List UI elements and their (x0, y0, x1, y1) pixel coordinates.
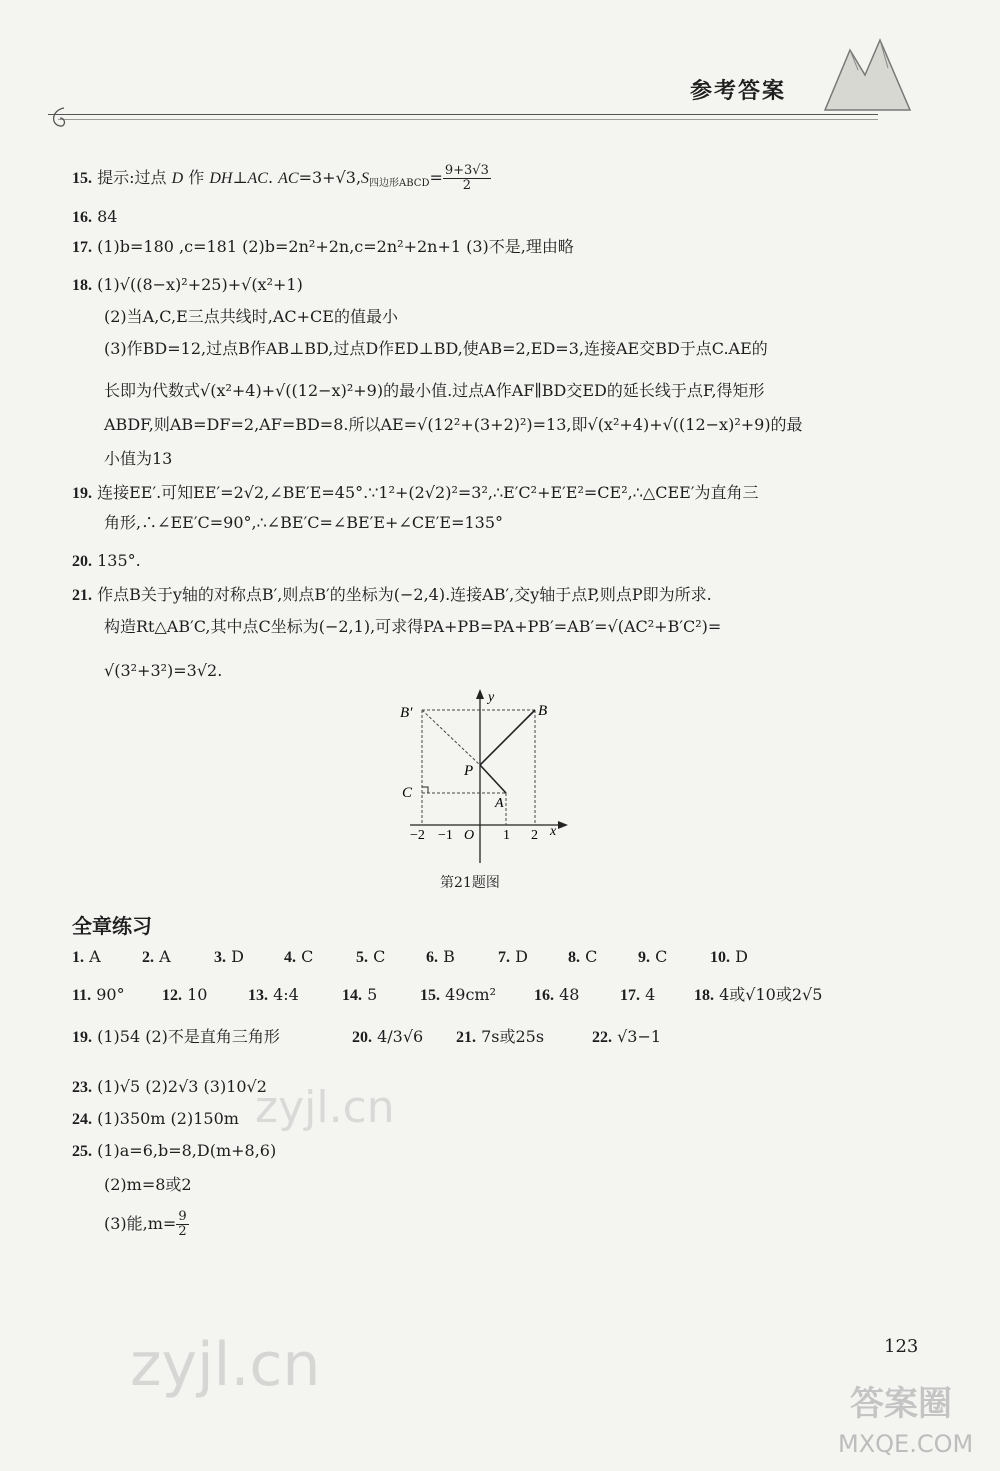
chapter-answer-23: 23. (1)√5 (2)2√3 (3)10√2 (72, 1077, 267, 1096)
watermark-zyjl-2: zyjl.cn (130, 1330, 321, 1400)
answer-20: 20. 135°. (72, 551, 141, 570)
chapter-answer-16: 16. 48 (534, 985, 580, 1004)
chapter-answer-18: 18. 4或√10或2√5 (694, 985, 823, 1004)
x-axis-arrow-icon (558, 821, 568, 829)
chapter-answer-4: 4. C (284, 947, 314, 966)
chapter-answer-5: 5. C (356, 947, 386, 966)
chapter-answer-24: 24. (1)350m (2)150m (72, 1109, 239, 1128)
answer-21-line1: 21. 作点B关于y轴的对称点B′,则点B′的坐标为(−2,4).连接AB′,交y轴于点P,则点P即为所求. (72, 585, 712, 604)
chapter-answer-21: 21. 7s或25s (456, 1027, 545, 1046)
answer-16: 16. 84 (72, 207, 118, 226)
answer-21-line3: √(3²+3²)=3√2. (104, 661, 223, 680)
label-b-prime: B′ (400, 705, 413, 721)
chapter-answer-9: 9. C (638, 947, 668, 966)
chapter-answer-19: 19. (1)54 (2)不是直角三角形 (72, 1027, 280, 1046)
answer-15: 15. 提示:过点 D 作 DH⊥AC. $AC=3+√3,S_{四边形ABCD}=$ $\frac{9+3√3}{2}$ (72, 163, 489, 193)
figure-21-diagram (390, 685, 580, 865)
chapter-answer-11: 11. 90° (72, 985, 125, 1004)
answer-18-line4: 长即为代数式√(x²+4)+√((12−x)²+9)的最小值.过点A作AF∥BD交ED的延长线于点F,得矩形 (104, 381, 765, 400)
chapter-answer-15: 15. 49cm² (420, 985, 496, 1004)
chapter-answer-10: 10. D (710, 947, 748, 966)
watermark-mxqe: MXQE.COM (838, 1430, 974, 1458)
watermark-daanquan: 答案圈 (850, 1384, 952, 1424)
label-c: C (402, 785, 413, 801)
header-rule (48, 114, 878, 115)
chapter-answer-1: 1. A (72, 947, 101, 966)
watermark-zyjl-1: zyjl.cn (255, 1082, 395, 1133)
chapter-answer-13: 13. 4:4 (248, 985, 299, 1004)
tick-label-1: 1 (503, 828, 510, 843)
answer-19-line2: 角形,∴∠EE′C=90°,∴∠BE′C=∠BE′E+∠CE′E=135° (104, 513, 504, 532)
label-x: x (550, 824, 557, 839)
answer-19-line1: 19. 连接EE′.可知EE′=2√2,∠BE′E=45°.∵1²+(2√2)²=3²,∴E′C²+E′E²=CE²,∴△CEE′为直角三 (72, 483, 759, 502)
label-b: B (538, 703, 548, 719)
section-title: 全章练习 (72, 914, 152, 938)
label-o: O (464, 828, 475, 843)
chapter-answer-22: 22. √3−1 (592, 1027, 662, 1046)
answer-21-line2: 构造Rt△AB′C,其中点C坐标为(−2,1),可求得PA+PB=PA+PB′=AB′=√(AC²+B′C²)= (104, 617, 722, 636)
chapter-answer-2: 2. A (142, 947, 171, 966)
answer-18-line1: 18. (1)√((8−x)²+25)+√(x²+1) (72, 275, 303, 294)
chapter-answer-14: 14. 5 (342, 985, 378, 1004)
label-a: A (495, 796, 504, 811)
chapter-answer-3: 3. D (214, 947, 244, 966)
tick-label-neg1: −1 (438, 828, 453, 843)
answer-18-line3: (3)作BD=12,过点B作AB⊥BD,过点D作ED⊥BD,使AB=2,ED=3,连接AE交BD于点C.AE的 (104, 339, 768, 358)
answer-17: 17. (1)b=180 ,c=181 (2)b=2n²+2n,c=2n²+2n+1 (3)不是,理由略 (72, 237, 574, 256)
chapter-answer-20: 20. 4/3√6 (352, 1027, 424, 1046)
answer-18-line6: 小值为13 (104, 449, 173, 468)
page-title: 参考答案 (690, 79, 787, 104)
chapter-answer-17: 17. 4 (620, 985, 656, 1004)
dashed-line-b1p (422, 710, 480, 765)
label-p: P (464, 763, 474, 779)
header-rule-secondary (58, 119, 878, 120)
chapter-answer-25-line2: (2)m=8或2 (104, 1175, 192, 1194)
chapter-answer-25-line3: (3)能,m= $\frac{9}{2}$ (104, 1209, 187, 1239)
tick-label-neg2: −2 (410, 828, 425, 843)
chapter-answer-7: 7. D (498, 947, 528, 966)
label-y: y (488, 690, 495, 705)
segment-pb (480, 710, 535, 765)
page-number: 123 (884, 1336, 919, 1357)
tick-label-2: 2 (531, 828, 538, 843)
header-mountain-icon (820, 30, 920, 115)
chapter-answer-8: 8. C (568, 947, 598, 966)
chapter-answer-6: 6. B (426, 947, 455, 966)
figure-caption: 第21题图 (440, 875, 500, 891)
fraction-15: $\frac{9+3√3}{2}$ (444, 163, 489, 193)
header-swirl-icon (44, 100, 84, 140)
segment-pa (480, 765, 506, 793)
fraction-25: $\frac{9}{2}$ (178, 1209, 187, 1239)
chapter-answer-12: 12. 10 (162, 985, 208, 1004)
y-axis-arrow-icon (476, 689, 484, 699)
answer-18-line5: ABDF,则AB=DF=2,AF=BD=8.所以AE=√(12²+(3+2)²)=13,即√(x²+4)+√((12−x)²+9)的最 (104, 415, 803, 434)
chapter-answer-25-line1: 25. (1)a=6,b=8,D(m+8,6) (72, 1141, 277, 1160)
right-angle-mark (422, 787, 428, 793)
answer-18-line2: (2)当A,C,E三点共线时,AC+CE的值最小 (104, 307, 398, 326)
